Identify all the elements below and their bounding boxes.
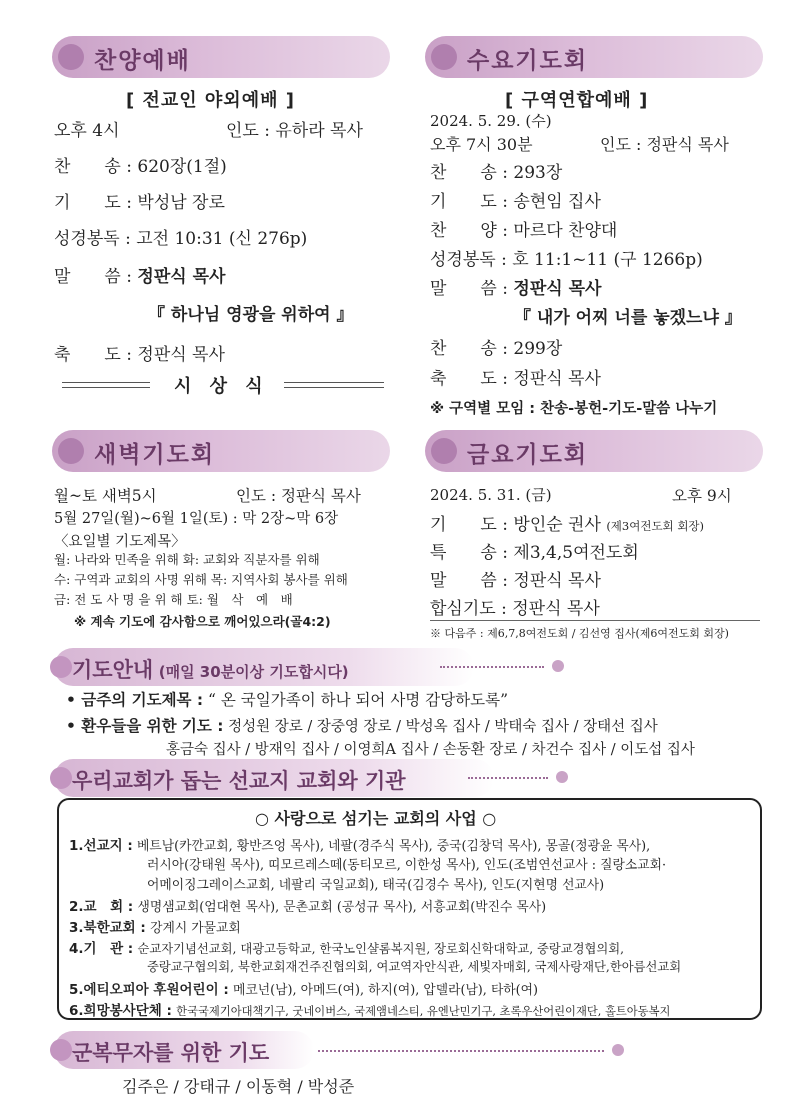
military-enddot [612,1044,624,1056]
row-value: 박성남 장로 [137,193,225,213]
row-label: 특 송 : [430,543,508,563]
dawn-leader: 인도 : 정판식 목사 [236,487,361,505]
mission-line: 한국국제기아대책기구, 굿네이버스, 국제앰네스티, 유엔난민기구, 초록우산어린이재단, 홀트아동복지 [176,1005,671,1018]
wednesday-leader: 인도 : 정판식 목사 [600,135,729,154]
wednesday-subtitle: [ 구역연합예배 ] [505,90,649,111]
mission-line: 생명샘교회(엄대현 목사), 문촌교회 (공성규 목사), 서흥교회(박진수 목사) [137,900,547,915]
wednesday-sermon [430,274,601,299]
row-value: 고전 10:31 (신 276p) [136,229,308,249]
dawn-topic-1: 월: 나라와 민족을 위해 화: 교회와 직분자를 위해 [54,552,320,567]
sunday-leader: 인도 : 유하라 목사 [226,121,363,141]
wednesday-time: 오후 7시 30분 [430,135,533,154]
heading-dot [50,1039,72,1061]
row-value: 방인순 권사 [513,515,601,535]
row-label: 찬 송 : [430,163,508,183]
mission-box-title: ○ 사랑으로 섬기는 교회의 사업 ○ [255,809,497,828]
row-value: 정판식 목사 [137,345,225,365]
pill-dot [431,438,457,464]
sick-prayer-line-1: 정성원 장로 / 장중영 장로 / 박성옥 집사 / 박태숙 집사 / 장태선 집사 [228,719,658,735]
friday-divider [430,620,760,621]
row-label: 성경봉독 : [430,250,507,270]
wednesday-hymn [430,158,562,183]
dawn-header-title: 새벽기도회 [94,442,216,468]
dawn-verse: ※ 계속 기도에 감사함으로 깨어있으라(골4:2) [74,614,331,629]
military-title: 군복무자를 위한 기도 [72,1041,270,1065]
heading-dot [50,656,72,678]
award-ceremony: 시 상 식 [174,376,269,397]
prayer-guide-title: 기도안내 [72,658,154,682]
friday-header-title: 금요기도회 [467,442,589,468]
row-value: 제3,4,5여전도회 [513,543,639,563]
heading-dot [50,767,72,789]
wednesday-date: 2024. 5. 29. (수) [430,112,552,130]
row-label: 성경봉독 : [54,229,131,249]
sunday-prayer [54,188,225,213]
friday-date: 2024. 5. 31. (금) [430,486,552,504]
wednesday-scripture [430,245,703,270]
weekly-topic-label: • 금주의 기도제목 : [66,691,204,709]
prayer-guide-heading [72,654,349,684]
weekly-topic-value: “ 온 국일가족이 하나 되어 사명 감당하도록” [208,691,508,709]
wednesday-header-pill [425,36,763,78]
friday-header-pill [425,430,763,472]
divider-right [284,382,384,388]
row-label: 말 씀 : [54,267,132,287]
row-label: 말 씀 : [430,279,508,299]
row-value: 정판식 목사 [513,571,601,591]
wednesday-hymn-2 [430,334,562,359]
friday-next-week: ※ 다음주 : 제6,7,8여전도회 / 김선영 집사(제6여전도회 회장) [430,627,729,640]
mission-key: 6.희망봉사단체 : [69,1003,172,1019]
sunday-time: 오후 4시 [54,121,120,141]
row-label: 찬 송 : [430,339,508,359]
mission-key: 5.에티오피아 후원어린이 : [69,982,229,998]
row-value: 마르다 찬양대 [513,221,618,241]
wednesday-blessing [430,364,601,389]
mission-title: 우리교회가 돕는 선교지 교회와 기관 [72,769,406,793]
row-value: 정판식 목사 [513,369,601,389]
mission-line: 중랑교구협의회, 북한교회재건주진협의회, 여교역자안식관, 세빛자매회, 국제사랑재단,한아름선교회 [147,960,682,974]
mission-enddot [556,771,568,783]
row-label: 합심기도 : [430,599,507,619]
row-label: 찬 양 : [430,221,508,241]
row-label: 기 도 : [430,192,508,212]
mission-item-1 [69,834,650,854]
friday-sermon [430,566,601,591]
sunday-header-title: 찬양예배 [94,48,191,74]
sunday-blessing [54,340,225,365]
mission-line: 순교자기념선교회, 대광고등학교, 한국노인샬롬복지원, 장로회신학대학교, 중랑교경협의회, [137,942,625,956]
row-value: 정판식 목사 [512,599,600,619]
row-label: 축 도 : [54,345,132,365]
mission-key: 3.북한교회 : [69,920,146,936]
wednesday-prayer [430,187,601,212]
divider-left [62,382,150,388]
row-label: 기 도 : [430,515,508,535]
row-value: 293장 [513,163,563,183]
prayer-guide-subtitle: (매일 30분이상 기도합시다) [158,663,349,681]
friday-time: 오후 9시 [672,487,732,505]
mission-line: 베트남(카깐교회, 황반즈엉 목사), 네팔(경주식 목사), 중국(김창덕 목사), 몽골(정광윤 목사), [137,839,651,854]
row-label: 축 도 : [430,369,508,389]
sick-prayer-line-2: 홍금숙 집사 / 방재익 집사 / 이영희A 집사 / 손동환 장로 / 차건수 집사 / 이도섭 집사 [166,742,695,758]
row-label: 기 도 : [54,193,132,213]
mission-line: 메코넌(남), 아메드(여), 하지(여), 압델라(남), 타하(여) [233,983,539,998]
mission-box [57,798,762,1020]
mission-line: 러시아(강태원 목사), 띠모르레스떼(동티모르, 이한성 목사), 인도(조범연선교사 : 질랑소교회· [147,858,667,873]
dawn-topic-2: 수: 구역과 교회의 사명 위해 목: 지역사회 봉사를 위해 [54,572,348,587]
sunday-header-pill [52,36,390,78]
prayer-guide-dots [440,666,544,668]
sunday-scripture [54,224,307,249]
mission-item-3 [69,916,241,936]
friday-unison-prayer [430,594,600,619]
mission-item-6 [69,999,670,1019]
military-heading [72,1037,269,1067]
weekly-prayer-topic [66,688,508,710]
row-extra: (제3여전도회 회장) [606,519,705,533]
dawn-time: 월~토 새벽5시 [54,487,157,505]
row-value: 299장 [513,339,563,359]
friday-special-song [430,538,639,563]
mission-item-4 [69,937,624,957]
wednesday-group-note: ※ 구역별 모임 : 찬송-봉헌-기도-말씀 나누기 [430,401,718,417]
sunday-sermon [54,262,225,287]
mission-key: 2.교 회 : [69,899,134,915]
pill-dot [58,438,84,464]
wednesday-sermon-title: 『 내가 어찌 너를 놓겠느냐 』 [514,308,742,328]
sunday-hymn [54,152,227,177]
row-value: 정판식 목사 [137,267,226,287]
wednesday-header-title: 수요기도회 [467,48,589,74]
military-names: 김주은 / 강태규 / 이동혁 / 박성준 [122,1077,355,1096]
mission-item-2 [69,895,546,915]
mission-item-5 [69,978,538,998]
sick-prayer [66,714,658,736]
pill-dot [58,44,84,70]
sunday-subtitle: [ 전교인 야외예배 ] [126,90,295,111]
sunday-sermon-title: 『 하나님 영광을 위하여 』 [148,305,354,325]
dawn-topic-head: 〈요일별 기도제목〉 [54,534,186,550]
military-dots [318,1050,604,1052]
dawn-reading: 5월 27일(월)~6월 1일(토) : 막 2장~막 6장 [54,511,339,527]
wednesday-choir [430,216,617,241]
mission-dots [468,777,548,779]
mission-line: 어메이징그레이스교회, 네팔리 국일교회), 태국(김경수 목사), 인도(지현명 선교사) [147,878,605,893]
mission-key: 4.기 관 : [69,941,134,957]
mission-line: 강계시 가물교회 [150,921,241,936]
pill-dot [431,44,457,70]
prayer-guide-enddot [552,660,564,672]
dawn-topic-3: 금: 전 도 사 명 을 위 해 토: 월 삭 예 배 [54,592,293,607]
dawn-header-pill [52,430,390,472]
row-label: 찬 송 : [54,157,132,177]
sick-prayer-label: • 환우들을 위한 기도 : [66,717,224,735]
row-value: 정판식 목사 [513,279,602,299]
row-value: 송현임 집사 [513,192,601,212]
friday-prayer [430,510,704,535]
mission-heading [72,765,406,795]
row-label: 말 씀 : [430,571,508,591]
row-value: 호 11:1~11 (구 1266p) [512,250,703,270]
mission-key: 1.선교지 : [69,838,133,854]
row-value: 620장(1절) [137,157,227,177]
